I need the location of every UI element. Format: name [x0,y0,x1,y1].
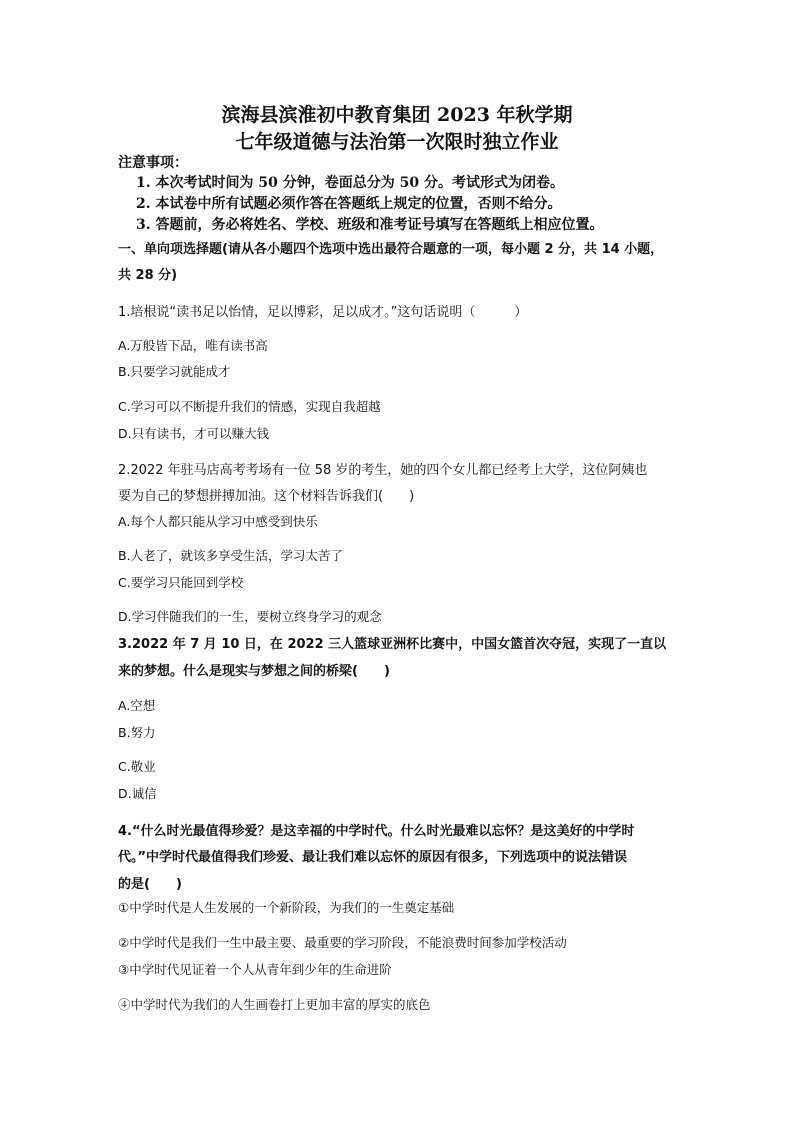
question-stem: 代。”中学时代最值得我们珍爱、最让我们难以忘怀的原因有很多，下列选项中的说法错误 [118,850,628,865]
option-b: B.努力 [118,725,156,740]
notice-item: 2. 本试卷中所有试题必须作答在答题纸上规定的位置，否则不给分。 [136,196,562,212]
option-b: B.只要学习就能成才 [118,364,231,379]
statement-2: ②中学时代是我们一生中最主要、最重要的学习阶段，不能浪费时间参加学校活动 [118,935,567,950]
option-d: D.学习伴随我们的一生，要树立终身学习的观念 [118,609,382,624]
notice-heading: 注意事项： [118,155,188,171]
exam-title-line2: 七年级道德与法治第一次限时独立作业 [235,131,559,153]
option-d: D.诚信 [118,786,157,801]
statement-1: ①中学时代是人生发展的一个新阶段，为我们的一生奠定基础 [118,900,455,915]
question-stem: 的是( ) [118,877,182,892]
option-c: C.要学习只能回到学校 [118,575,244,590]
option-a: A.万般皆下品，唯有读书高 [118,338,268,353]
notice-item: 1. 本次考试时间为 50 分钟，卷面总分为 50 分。考试形式为闭卷。 [136,175,564,191]
option-c: C.学习可以不断提升我们的情感，实现自我超越 [118,399,381,414]
question-stem: 3.2022 年 7 月 10 日，在 2022 三人篮球亚洲杯比赛中，中国女篮首次夺冠，实现了一直以 [118,637,667,652]
option-d: D.只有读书，才可以赚大钱 [118,426,270,441]
option-b: B.人老了，就该多享受生活，学习太苦了 [118,548,344,563]
exam-title-line1: 滨海县滨淮初中教育集团 2023 年秋学期 [221,104,573,126]
notice-item: 3. 答题前，务必将姓名、学校、班级和准考证号填写在答题纸上相应位置。 [136,217,604,233]
question-stem: 4.“什么时光最值得珍爱？是这幸福的中学时代。什么时光最难以忘怀？是这美好的中学时 [118,824,635,839]
statement-4: ④中学时代为我们的人生画卷打上更加丰富的厚实的底色 [118,997,431,1012]
section-heading: 一、单向项选择题(请从各小题四个选项中选出最符合题意的一项，每小题 2 分，共 14 小题， [118,242,664,257]
option-a: A.空想 [118,698,156,713]
option-c: C.敬业 [118,759,156,774]
option-a: A.每个人都只能从学习中感受到快乐 [118,514,318,529]
question-stem: 要为自己的梦想拼搏加油。这个材料告诉我们( ) [118,489,415,504]
question-stem: 1.培根说“读书足以怡情，足以博彩，足以成才。”这句话说明（ ） [118,305,528,320]
section-heading-cont: 共 28 分) [118,268,178,283]
statement-3: ③中学时代见证着一个人从青年到少年的生命进阶 [118,962,392,977]
question-stem: 来的梦想。什么是现实与梦想之间的桥梁( ) [118,664,390,679]
question-stem: 2.2022 年驻马店高考考场有一位 58 岁的考生，她的四个女儿都已经考上大学，这位阿姨也 [118,463,648,478]
